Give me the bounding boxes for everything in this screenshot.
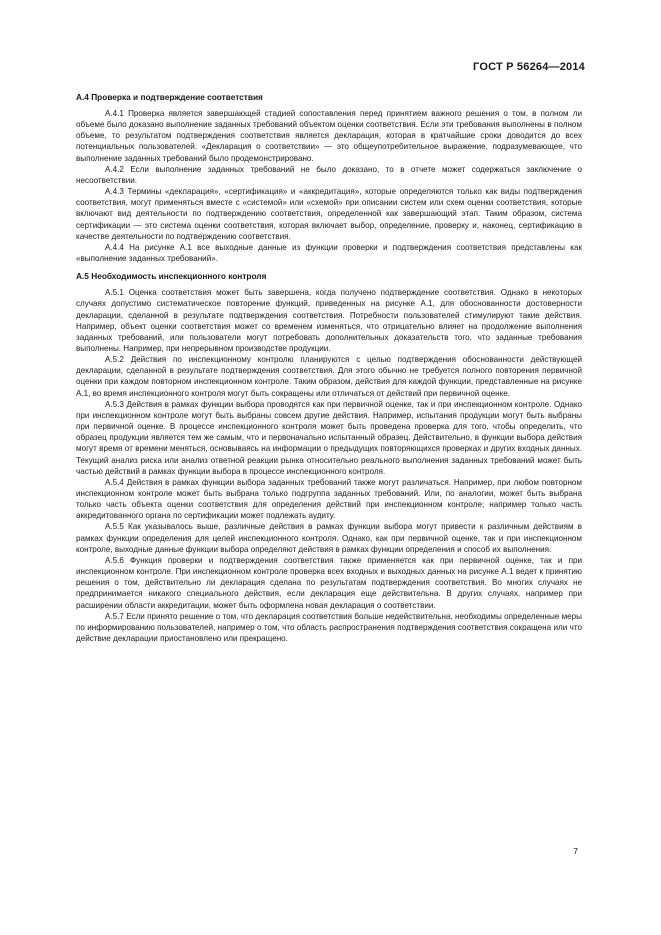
section-heading-a4: А.4 Проверка и подтверждение соответствия — [76, 92, 263, 102]
document-code: ГОСТ Р 56264—2014 — [473, 61, 585, 73]
document-body — [76, 91, 582, 644]
paragraph-a5-4: А.5.4 Действия в рамках функции выбора заданных требований также могут различаться. Например, при любом повторном инспекционном контроле может быть выбрана только подгруппа заданных требований. Или, по аналогии, может быть выбрана только часть объекта оценки соответствия для определения действий при инспекционном контроле; например только часть аккредитованного органа по сертификации может подлежать аудиту. — [76, 477, 582, 521]
paragraph-a5-7: А.5.7 Если принято решение о том, что декларация соответствия больше недействительна, необходимы определенные меры по информированию пользователей, например о том, что область распространения подтверждения соответствия сокращена или что действие декларации приостановлено или прекращено. — [76, 611, 582, 644]
paragraph-a4-3: А.4.3 Термины «декларация», «сертификация» и «аккредитация», которые определяются только как виды подтверждения соответствия, могут применяться вместе с «системой» или «схемой» при описании систем или схем оценки соответствия, которые включают вид деятельности по подтверждению соответствия, определенной как завершающий этап. Таким образом, система сертификации — это система оценки соответствия, которая включает выбор, определение, проверку и, наконец, сертификацию в качестве деятельности по подтверждению соответствия. — [76, 187, 582, 241]
paragraph-a5-1: А.5.1 Оценка соответствия может быть завершена, когда получено подтверждение соответствия. Однако в некоторых случаях допустимо систематическое повторение функций, приведенных на рисунке А.1, для обоснованности достоверности декларации, сделанной в результате подтверждения соответствия. Потребности пользователей стимулируют такие действия. Например, объект оценки соответствия может со временем изменяться, что отрицательно влияет на продолжение выполнения заданных требований, или пользователи могут потребовать дополнительных доказательств того, что заданные требования выполнены. Например, при непрерывном производстве продукции. — [76, 288, 582, 353]
paragraph-a5-2: А.5.2 Действия по инспекционному контролю планируются с целью подтверждения обоснованности действующей декларации, сделанной в результате подтверждения соответствия. Для этого обычно не требуется полного повторения первичной оценки при каждом повторном инспекционном контроле. Таким образом, действия для каждой функции, представленные на рисунке А.1, во время инспекционного контроля могут быть сокращены или отличаться от действий при первичной оценке. — [76, 355, 582, 398]
paragraph-a5-5: А.5.5 Как указывалось выше, различные действия в рамках функции выбора могут привести к различным действиям в рамках функции определения для целей инспекционного контроля. Однако, как при первичной оценке, так и при инспекционном контроле, выходные данные функции выбора определяют действия в рамках функции определения и способ их выполнения. — [76, 522, 582, 554]
paragraph-a4-1: А.4.1 Проверка является завершающей стадией сопоставления перед принятием важного решения о том, в полном ли объеме было доказано выполнение заданных требований объектом оценки соответствия. Если эти требования выполнены в полном объеме, то результатом подтверждения соответствия является декларация, которая в кратчайшие сроки доводится до всех потенциальных пользователей. «Декларация о соответствии» — это общеупотребительное выражение, подразумевающее, что выполнение заданных требований было продемонстрировано. — [76, 109, 582, 163]
paragraph-a4-4: А.4.4 На рисунке А.1 все выходные данные из функции проверки и подтверждения соответствия представлены как «выполнение заданных требований». — [76, 242, 582, 264]
page-number: 7 — [573, 846, 578, 856]
paragraph-a5-3: А.5.3 Действия в рамках функции выбора проводятся как при первичной оценке, так и при инспекционном контроле. Однако при инспекционном контроле могут быть выбраны совсем другие действия. Например, испытания продукции могут быть выбраны при первичной оценке. В процессе инспекционного контроля может быть проведена проверка для того, чтобы определить, что образец продукции является тем же самым, что и первоначально испытанный образец. Действительно, в функции выбора действия могут время от времени меняться, основываясь на информации о предыдущих повторяющихся проверках и других входных данных. Текущий анализ риска или анализ ответной реакции рынка относительно реального выполнения заданных требований может быть частью действий в рамках функции выбора в процессе инспекционного контроля. — [76, 399, 582, 476]
paragraph-a5-6: А.5.6 Функция проверки и подтверждения соответствия также применяется как при первичной оценке, так и при инспекционном контроле. При инспекционном контроле проверка всех входных и выходных данных на рисунке А.1 ведет к принятию решения о том, действительно ли декларация сделана по результатам подтверждения соответствия. Во многих случаях не предпринимается никакого специального действия, если декларация еще действительна. В других случаях, например при расширении области аккредитации, может быть оформлена новая декларация о соответствии. — [76, 555, 582, 610]
section-heading-a5: А.5 Необходимость инспекционного контроля — [76, 271, 267, 282]
paragraph-a4-2: А.4.2 Если выполнение заданных требований не было доказано, то в отчете может содержаться заключение о несоответствии. — [76, 164, 582, 185]
